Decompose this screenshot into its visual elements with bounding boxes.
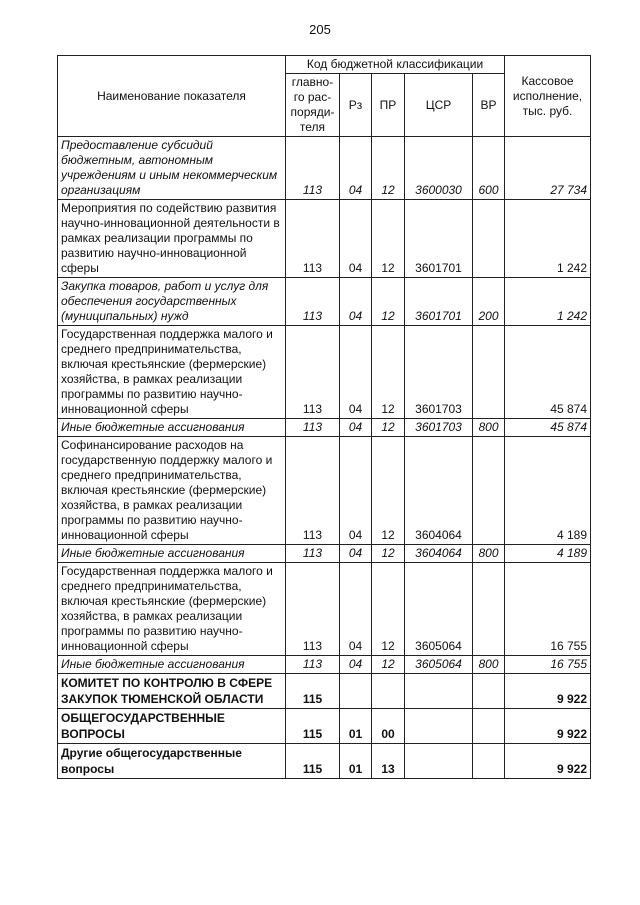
- cell-csr: 3604064: [405, 437, 473, 545]
- cell-pr: 12: [372, 563, 405, 656]
- cell-pr: [372, 674, 405, 709]
- cell-pr: 12: [372, 545, 405, 563]
- table-row: [58, 563, 591, 656]
- table-row: [58, 437, 591, 545]
- table-row: [58, 674, 591, 709]
- cell-vr: 600: [473, 137, 505, 200]
- cell-rz: 04: [340, 326, 372, 419]
- table-row: [58, 326, 591, 419]
- cell-csr: 3601701: [405, 278, 473, 326]
- cell-pr: 12: [372, 656, 405, 674]
- cell-code: 113: [286, 200, 340, 278]
- cell-rz: 04: [340, 563, 372, 656]
- table-body: [58, 137, 591, 779]
- cell-amount: 45 874: [505, 326, 591, 419]
- cell-pr: 00: [372, 709, 405, 744]
- cell-csr: 3601703: [405, 326, 473, 419]
- cell-name: Иные бюджетные ассигнования: [58, 419, 286, 437]
- cell-code: 115: [286, 709, 340, 744]
- cell-vr: 800: [473, 656, 505, 674]
- cell-name: Мероприятия по содействию развития научно-инновационной деятельности в рамках реализации программы по развитию научно-инновационной сферы: [58, 200, 286, 278]
- cell-rz: 04: [340, 278, 372, 326]
- cell-pr: 12: [372, 278, 405, 326]
- cell-csr: 3601701: [405, 200, 473, 278]
- cell-csr: [405, 674, 473, 709]
- cell-vr: [473, 200, 505, 278]
- cell-name: Иные бюджетные ассигнования: [58, 656, 286, 674]
- cell-name: КОМИТЕТ ПО КОНТРОЛЮ В СФЕРЕ ЗАКУПОК ТЮМЕНСКОЙ ОБЛАСТИ: [58, 674, 286, 709]
- cell-amount: 1 242: [505, 200, 591, 278]
- cell-pr: 12: [372, 437, 405, 545]
- header-csr: ЦСР: [405, 74, 473, 137]
- cell-name: Иные бюджетные ассигнования: [58, 545, 286, 563]
- cell-rz: 01: [340, 709, 372, 744]
- cell-amount: 45 874: [505, 419, 591, 437]
- table-row: [58, 545, 591, 563]
- cell-name: ОБЩЕГОСУДАРСТВЕННЫЕ ВОПРОСЫ: [58, 709, 286, 744]
- cell-code: 113: [286, 326, 340, 419]
- cell-code: 113: [286, 545, 340, 563]
- cell-csr: [405, 709, 473, 744]
- cell-vr: [473, 326, 505, 419]
- cell-rz: 04: [340, 437, 372, 545]
- budget-table: [57, 55, 591, 779]
- cell-name: Закупка товаров, работ и услуг для обеспечения государственных (муниципальных) нужд: [58, 278, 286, 326]
- cell-rz: 04: [340, 545, 372, 563]
- cell-pr: 12: [372, 419, 405, 437]
- cell-code: 113: [286, 137, 340, 200]
- cell-code: 113: [286, 563, 340, 656]
- cell-csr: 3605064: [405, 656, 473, 674]
- header-amount: Кассовое исполнение, тыс. руб.: [505, 56, 591, 137]
- table-row: [58, 137, 591, 200]
- cell-name: Предоставление субсидий бюджетным, автономным учреждениям и иным некоммерческим организациям: [58, 137, 286, 200]
- table-row: [58, 278, 591, 326]
- cell-code: 113: [286, 419, 340, 437]
- table-row: [58, 744, 591, 779]
- cell-name: Другие общегосударственные вопросы: [58, 744, 286, 779]
- cell-pr: 12: [372, 137, 405, 200]
- header-code: главно-го рас-поряди-теля: [286, 74, 340, 137]
- cell-rz: 04: [340, 137, 372, 200]
- cell-rz: 04: [340, 200, 372, 278]
- cell-vr: [473, 437, 505, 545]
- cell-amount: 27 734: [505, 137, 591, 200]
- cell-code: 113: [286, 278, 340, 326]
- header-rz: Рз: [340, 74, 372, 137]
- table-row: [58, 656, 591, 674]
- cell-code: 113: [286, 656, 340, 674]
- cell-amount: 16 755: [505, 563, 591, 656]
- cell-vr: [473, 709, 505, 744]
- cell-code: 115: [286, 744, 340, 779]
- header-pr: ПР: [372, 74, 405, 137]
- cell-csr: 3601703: [405, 419, 473, 437]
- table-row: [58, 709, 591, 744]
- cell-csr: 3605064: [405, 563, 473, 656]
- cell-amount: 9 922: [505, 709, 591, 744]
- cell-amount: 1 242: [505, 278, 591, 326]
- cell-code: 113: [286, 437, 340, 545]
- cell-code: 115: [286, 674, 340, 709]
- table-row: [58, 419, 591, 437]
- cell-rz: 04: [340, 419, 372, 437]
- cell-amount: 9 922: [505, 674, 591, 709]
- cell-csr: 3600030: [405, 137, 473, 200]
- cell-amount: 4 189: [505, 545, 591, 563]
- header-classification-group: Код бюджетной классификации: [286, 56, 505, 74]
- cell-rz: 01: [340, 744, 372, 779]
- cell-vr: 200: [473, 278, 505, 326]
- page-number: 205: [309, 22, 331, 37]
- cell-pr: 12: [372, 200, 405, 278]
- cell-csr: [405, 744, 473, 779]
- cell-vr: 800: [473, 545, 505, 563]
- cell-rz: 04: [340, 656, 372, 674]
- cell-amount: 4 189: [505, 437, 591, 545]
- cell-vr: 800: [473, 419, 505, 437]
- cell-pr: 12: [372, 326, 405, 419]
- header-vr: ВР: [473, 74, 505, 137]
- cell-pr: 13: [372, 744, 405, 779]
- cell-amount: 9 922: [505, 744, 591, 779]
- cell-name: Государственная поддержка малого и среднего предпринимательства, включая крестьянские (фермерские) хозяйства, в рамках реализации программы по развитию научно-инновационной сферы: [58, 326, 286, 419]
- table-row: [58, 200, 591, 278]
- cell-csr: 3604064: [405, 545, 473, 563]
- cell-vr: [473, 674, 505, 709]
- cell-vr: [473, 744, 505, 779]
- header-name: Наименование показателя: [58, 56, 286, 137]
- cell-amount: 16 755: [505, 656, 591, 674]
- cell-name: Государственная поддержка малого и среднего предпринимательства, включая крестьянские (фермерские) хозяйства, в рамках реализации программы по развитию научно-инновационной сферы: [58, 563, 286, 656]
- cell-name: Софинансирование расходов на государственную поддержку малого и среднего предпринимательства, включая крестьянские (фермерские) хозяйства, в рамках реализации программы по развитию научно-инновационной сферы: [58, 437, 286, 545]
- cell-vr: [473, 563, 505, 656]
- header-row-top: [58, 56, 591, 74]
- cell-rz: [340, 674, 372, 709]
